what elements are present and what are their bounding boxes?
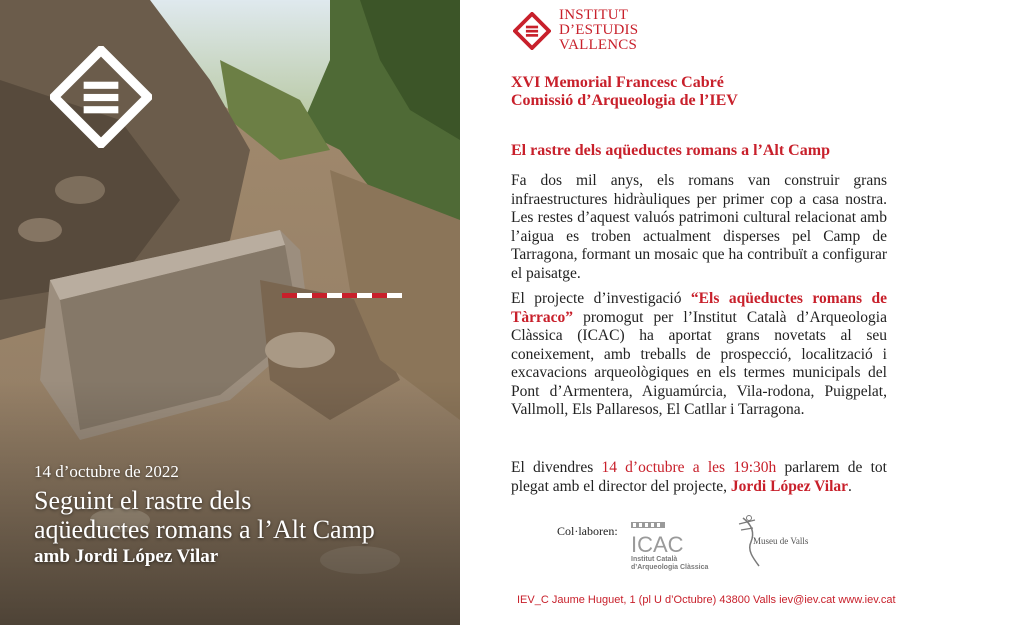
footer-contact: IEV_C Jaume Huguet, 1 (pl U d’Octubre) 43800 Valls iev@iev.cat www.iev.cat xyxy=(517,594,896,606)
announcement-pre: El divendres xyxy=(511,459,602,476)
event-date: 14 d’octubre de 2022 xyxy=(34,462,179,481)
brand-line2: D’ESTUDIS xyxy=(559,22,639,38)
paragraph-intro: Fa dos mil anys, els romans van construir grans infraestructures hidràuliques per primer cop a casa nostra. Les restes d’aquest valuós patrimoni cultural relacionat amb l’aigua es troben actualment disperses pel Camp de Tarragona, formant un mosaic que ha contribuït a configurar el paisatge. xyxy=(511,172,887,282)
paragraph-project-post: promogut per l’Institut Català d’Arqueologia Clàssica (ICAC) ha aportat grans novetats al seu coneixement, amb treballs de prospecció, localització i excavacions arqueològiques en els termes municipals del Pont d’Armentera, Aiguamúrcia, Vila-rodona, Puigpelat, Vallmoll, Els Pallaresos, El Catllar i Tarragona. xyxy=(511,308,887,418)
museu-valls-logo xyxy=(729,514,809,574)
iev-logo-white-icon xyxy=(50,46,152,148)
brand-line3: VALLENCS xyxy=(559,37,637,53)
brand-header xyxy=(513,8,638,53)
icac-abbr: ICAC xyxy=(631,532,684,557)
brand-line1: INSTITUT xyxy=(559,7,629,23)
caption-title-line2: aqüeductes romans a l’Alt Camp xyxy=(34,515,375,544)
paragraph-project-pre: El projecte d’investigació xyxy=(511,290,691,307)
event-heading xyxy=(511,74,738,110)
event-line1: XVI Memorial Francesc Cabré xyxy=(511,74,724,91)
caption-title-line1: Seguint el rastre dels xyxy=(34,486,252,515)
brand-name xyxy=(559,8,638,53)
photo-caption xyxy=(34,462,375,568)
talk-subject: El rastre dels aqüeductes romans a l’Alt Camp xyxy=(511,142,830,159)
icac-name-line1: Institut Català xyxy=(631,556,678,563)
excavation-photo xyxy=(0,0,460,625)
speaker-name: Jordi López Vilar xyxy=(730,477,849,495)
caption-author: amb Jordi López Vilar xyxy=(34,546,219,567)
collaborators xyxy=(557,520,917,580)
paragraph-project xyxy=(511,290,887,420)
iev-diamond-logo-icon xyxy=(513,12,551,50)
event-datetime: 14 d’octubre a les 19:30h xyxy=(601,459,777,476)
icac-logo xyxy=(629,520,719,574)
announcement-mid: parlarem de tot plegat amb el director del projecte, xyxy=(511,459,887,495)
museu-name: Museu de Valls xyxy=(753,536,809,546)
event-line2: Comissió d’Arqueologia de l’IEV xyxy=(511,92,738,109)
announcement-end: . xyxy=(848,477,852,495)
collab-label: Col·laboren: xyxy=(557,524,618,538)
project-name: “Els aqüeductes romans de Tàrraco” xyxy=(511,290,887,326)
icac-name-line2: d’Arqueologia Clàssica xyxy=(631,564,709,571)
paragraph-announcement xyxy=(511,459,887,496)
info-panel xyxy=(461,0,931,625)
